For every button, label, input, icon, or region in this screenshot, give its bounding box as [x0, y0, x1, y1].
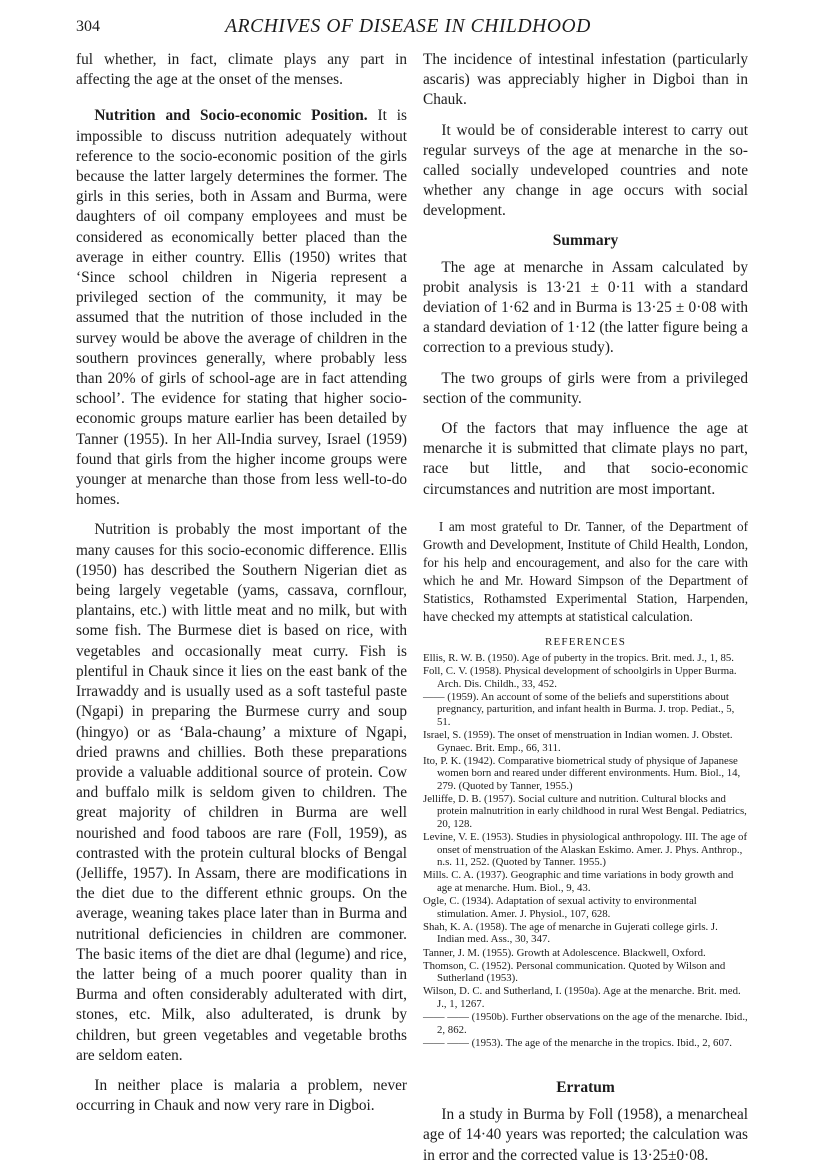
- summary-heading: Summary: [552, 231, 619, 249]
- reference-item: Shah, K. A. (1958). The age of menarche in Gujerati college girls. J. Indian med. Ass., 30, 347.: [423, 920, 718, 946]
- reference-item: Levine, V. E. (1953). Studies in physiological anthropology. III. The age of onset of menstruation of the Alaskan Eskimo. Amer. J. Phys. Anthrop., n.s. 11, 252. (Quoted by Tanner. 1955.): [423, 831, 748, 869]
- summary-paragraph-3: Of the factors that may influence the age at menarche it is submitted that climate plays no part, race but little, and that socio-economic circumstances and nutrition are most important.: [423, 420, 748, 498]
- paragraph-nutrition-text: It is impossible to discuss nutrition adequately without reference to the socio-economic position of the girls because the latter largely determines the former. The girls in this series, both in Assam and Burma, were daughters of oil company employees and must be considered as economically better placed than the average in either country. Ellis (1950) writes that ‘Since school children in Nigeria represent a privileged section of the community, it may be assumed that the nutrition of those included in the survey would be above the average of children in the southern provinces generally, where probably less than 20% of girls of school-age are in fact attending school’. The evidence for stating that higher socio-economic groups mature earlier has been detailed by Tanner (1955). In her All-India survey, Israel (1959) found that girls from the higher income groups were younger at menarche than those from less well-to-do homes.: [76, 107, 407, 509]
- journal-title: ARCHIVES OF DISEASE IN CHILDHOOD: [225, 16, 591, 37]
- page-number: 304: [76, 18, 100, 35]
- paragraph-nutrition: [76, 106, 407, 510]
- references-heading: REFERENCES: [544, 635, 627, 648]
- reference-item: Ellis, R. W. B. (1950). Age of puberty in the tropics. Brit. med. J., 1, 85.: [423, 651, 734, 664]
- reference-item: Wilson, D. C. and Sutherland, I. (1950a). Age at the menarche. Brit. med. J., 1, 1267.: [423, 985, 741, 1010]
- references-list: [423, 652, 748, 1049]
- summary-paragraph-1: The age at menarche in Assam calculated by probit analysis is 13·21 ± 0·11 with a standard deviation of 1·62 and in Burma is 13·25 ± 0·08 with a standard deviation of 1·12 (the latter figure being a correction to a previous study).: [423, 258, 748, 357]
- paragraph-continuation: ful whether, in fact, climate plays any part in affecting the age at the onset of the menses.: [76, 51, 407, 89]
- reference-item: Foll, C. V. (1958). Physical development of schoolgirls in Upper Burma. Arch. Dis. Childh., 33, 452.: [423, 664, 737, 690]
- right-column: [423, 50, 748, 1176]
- reference-item: Israel, S. (1959). The onset of menstruation in Indian women. J. Obstet. Gynaec. Brit. Emp., 66, 311.: [423, 728, 733, 754]
- erratum-heading: Erratum: [556, 1079, 615, 1097]
- paragraph-diet: Nutrition is probably the most important of the many causes for this socio-economic difference. Ellis (1950) has described the Southern Nigerian diet as being largely vegetable (yams, cassava, cornflour, plantains, etc.) with little meat and no milk, but with some fish. The Burmese diet is based on rice, with vegetables and occasionally meat curry. Fish is plentiful in Chauk since it lies on the east bank of the Irrawaddy and is usually used as a soft tasteful paste (Ngapi) in preparing the Burmese curry and soup (hingyo) or as ‘Bala-chaung’ a mixture of Ngapi, dried prawns and chillies. Both these preparations provide a valuable additional source of protein. Cow and buffalo milk is seldom given to children. The great majority of children in Burma are well nourished and food taboos are rare (Foll, 1959), as contrasted with the protein cultural blocks of Bengal (Jelliffe, 1957). In Assam, there are modifications in the diet due to the different ethnic groups. On the average, weaning takes place later than in Burma and nutritional deficiencies in children are commoner. The basic items of the diet are dhal (legume) and rice, the latter being of a much poorer quality than in Burma and often considerably adulterated with dirt, stones, etc. Milk, also adulterated, is drunk by children, but green vegetables and vegetable broths are seldom eaten.: [76, 521, 407, 1064]
- reference-item: —— —— (1953). The age of the menarche in the tropics. Ibid., 2, 607.: [423, 1036, 732, 1049]
- reference-item: Mills. C. A. (1937). Geographic and time variations in body growth and age at menarche. Hum. Biol., 9, 43.: [423, 869, 734, 895]
- section-title-nutrition: Nutrition and Socio-economic Position.: [94, 107, 368, 125]
- summary-paragraph-2: The two groups of girls were from a privileged section of the community.: [423, 369, 748, 407]
- reference-item: Jelliffe, D. B. (1957). Social culture and nutrition. Cultural blocks and protein malnutrition in early childhood in rural West Bengal. Pediatrics, 20, 128.: [423, 792, 747, 831]
- reference-item: Tanner, J. M. (1955). Growth at Adolescence. Blackwell, Oxford.: [423, 946, 706, 959]
- page-header: [76, 14, 740, 44]
- acknowledgement: I am most grateful to Dr. Tanner, of the Department of Growth and Development, Institute of Child Health, London, for his help and encouragement, and also for the care with which he and Mr. Howard Simpson of the Department of Statistics, Rothamsted Experimental Station, Harpenden, have checked my attempts at statistical calculation.: [423, 518, 748, 624]
- paragraph-infestation: The incidence of intestinal infestation (particularly ascaris) was appreciably higher in Digboi than in Chauk.: [423, 51, 748, 109]
- reference-item: Ogle, C. (1934). Adaptation of sexual activity to environmental stimulation. Amer. J. Physiol., 107, 628.: [423, 895, 697, 920]
- erratum-paragraph: In a study in Burma by Foll (1958), a menarcheal age of 14·40 years was reported; the calculation was in error and the corrected value is 13·25±0·08.: [423, 1106, 748, 1164]
- reference-item: —— —— (1950b). Further observations on the age of the menarche. Ibid., 2, 862.: [423, 1010, 748, 1036]
- reference-item: Thomson, C. (1952). Personal communication. Quoted by Wilson and Sutherland (1953).: [423, 959, 726, 985]
- left-column: [76, 50, 407, 1126]
- paragraph-malaria: In neither place is malaria a problem, never occurring in Chauk and now very rare in Digboi.: [76, 1076, 407, 1115]
- reference-item: —— (1959). An account of some of the beliefs and superstitions about pregnancy, parturition, and infant health in Burma. J. trop. Pediat., 5, 51.: [423, 690, 735, 728]
- reference-item: Ito, P. K. (1942). Comparative biometrical study of physique of Japanese women born and reared under different environments. Hum. Biol., 14, 279. (Quoted by Tanner, 1955.): [423, 754, 741, 792]
- paragraph-surveys: It would be of considerable interest to carry out regular surveys of the age at menarche in the so-called socially undeveloped countries and note whether any change in age occurs with social development.: [423, 121, 748, 220]
